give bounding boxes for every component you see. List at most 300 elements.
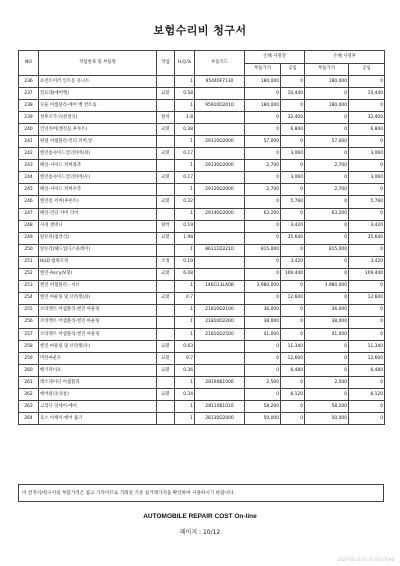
row-before-part-price: 0 xyxy=(245,256,281,268)
table-body xyxy=(19,76,385,425)
row-part-code: 28190B1000 xyxy=(195,377,245,389)
row-part-name: 프런트미러 인트롱 유니트 xyxy=(39,76,157,88)
row-after-part-price: 0 xyxy=(305,292,349,304)
row-part-name: 컴프레(에어백) xyxy=(39,88,157,100)
row-work xyxy=(157,208,175,220)
header-work: 작업 xyxy=(157,51,175,76)
row-part-name: 언더커버(엔진등,후론트) xyxy=(39,124,157,136)
row-before-part-price: 50,000 xyxy=(245,413,281,425)
row-hqty: 1 xyxy=(175,280,195,292)
row-part-name: 미션마운트 xyxy=(39,353,157,365)
header-before-group: 손해 사정전 xyxy=(245,51,305,64)
row-before-part-price: 63,200 xyxy=(245,208,281,220)
row-before-part-price: 0 xyxy=(245,112,281,124)
row-part-name: 엔진 마운팅 및 브라켓(좌) xyxy=(39,292,157,304)
row-before-labor: 0 xyxy=(281,328,305,340)
row-after-labor: 0 xyxy=(349,316,385,328)
row-after-labor: 6,120 xyxy=(349,389,385,401)
table-row xyxy=(19,136,385,148)
row-before-part-price: 0 xyxy=(245,148,281,160)
row-hqty: 0.32 xyxy=(175,196,195,208)
row-hqty: 1.8 xyxy=(175,112,195,124)
document-title: 보험수리비 청구서 xyxy=(153,24,247,37)
row-work xyxy=(157,136,175,148)
row-hqty: 1 xyxy=(175,244,195,256)
table-row xyxy=(19,389,385,401)
row-after-labor: 0 xyxy=(349,328,385,340)
table-row xyxy=(19,268,385,280)
row-before-labor: 3,420 xyxy=(281,220,305,232)
row-after-labor: 109,440 xyxy=(349,268,385,280)
row-part-code xyxy=(195,112,245,124)
row-hqty: 1 xyxy=(175,136,195,148)
row-before-part-price: 36,000 xyxy=(245,304,281,316)
row-after-part-price: 0 xyxy=(305,256,349,268)
row-part-name: 판넬 어셈블리-언더 커버,앞 xyxy=(39,136,157,148)
row-before-part-price: 2,500 xyxy=(245,377,281,389)
row-part-code xyxy=(195,232,245,244)
row-after-labor: 0 xyxy=(349,136,385,148)
row-no: 251 xyxy=(19,256,39,268)
row-part-code: 95440F7130 xyxy=(195,76,245,88)
table-row xyxy=(19,401,385,413)
table-row xyxy=(19,341,385,353)
row-before-part-price: 3,980,000 xyxy=(245,280,281,292)
row-work xyxy=(157,304,175,316)
row-after-part-price: 57,000 xyxy=(305,136,349,148)
row-after-labor: 0 xyxy=(349,377,385,389)
repair-cost-table xyxy=(18,50,385,425)
row-no: 236 xyxy=(19,76,39,88)
table-row xyxy=(19,365,385,377)
row-after-part-price: 815,000 xyxy=(305,244,349,256)
row-after-part-price: 0 xyxy=(305,353,349,365)
row-part-code xyxy=(195,256,245,268)
row-after-part-price: 36,000 xyxy=(305,304,349,316)
row-before-labor: 0 xyxy=(281,377,305,389)
row-no: 260 xyxy=(19,365,39,377)
row-no: 247 xyxy=(19,208,39,220)
row-part-code xyxy=(195,268,245,280)
row-after-part-price: 0 xyxy=(305,124,349,136)
row-after-part-price: 0 xyxy=(305,365,349,377)
row-hqty: 1 xyxy=(175,304,195,316)
row-part-name: 에어클리너(통) xyxy=(39,389,157,401)
row-before-labor: 3,060 xyxy=(281,148,305,160)
row-part-code: 28130D2000 xyxy=(195,413,245,425)
table-row xyxy=(19,196,385,208)
row-part-code xyxy=(195,292,245,304)
header-before-labor: 공임 xyxy=(281,63,305,76)
table-row xyxy=(19,88,385,100)
row-after-part-price: 0 xyxy=(305,172,349,184)
row-after-part-price: 63,200 xyxy=(305,208,349,220)
table-row xyxy=(19,280,385,292)
row-work: 교환 xyxy=(157,365,175,377)
row-no: 257 xyxy=(19,328,39,340)
print-timestamp: 2020-05-14 11:37:04 07190 xyxy=(337,557,394,562)
row-before-labor: 6,840 xyxy=(281,124,305,136)
row-after-part-price: 0 xyxy=(305,88,349,100)
row-before-part-price: 0 xyxy=(245,353,281,365)
row-after-labor: 10,440 xyxy=(349,88,385,100)
row-after-labor: 3,420 xyxy=(349,256,385,268)
header-before-part-price: 부품가격 xyxy=(245,63,281,76)
row-hqty: 1 xyxy=(175,160,195,172)
row-work xyxy=(157,76,175,88)
row-part-code: 29110D2000 xyxy=(195,136,245,148)
row-after-part-price: 2,700 xyxy=(305,160,349,172)
page-number: 페이지 : 10/12 xyxy=(179,529,221,536)
row-no: 238 xyxy=(19,100,39,112)
row-work: 교환 xyxy=(157,292,175,304)
row-after-part-price: 0 xyxy=(305,232,349,244)
row-before-labor: 0 xyxy=(281,316,305,328)
row-before-part-price: 0 xyxy=(245,172,281,184)
row-work xyxy=(157,184,175,196)
table-row xyxy=(19,160,385,172)
row-after-labor: 0 xyxy=(349,401,385,413)
row-no: 262 xyxy=(19,389,39,401)
row-part-name: 모듈 어셈블리-에어 백 컨트롤 xyxy=(39,100,157,112)
row-after-labor: 0 xyxy=(349,413,385,425)
row-after-labor: 12,600 xyxy=(349,292,385,304)
row-no: 255 xyxy=(19,304,39,316)
row-before-labor: 6,480 xyxy=(281,365,305,377)
row-work xyxy=(157,244,175,256)
row-work: 탈착 xyxy=(157,112,175,124)
row-before-labor: 32,400 xyxy=(281,112,305,124)
row-work: 교환 xyxy=(157,389,175,401)
row-before-part-price: 815,000 xyxy=(245,244,281,256)
row-no: 252 xyxy=(19,268,39,280)
row-after-part-price: 2,700 xyxy=(305,184,349,196)
row-work xyxy=(157,377,175,389)
row-part-code xyxy=(195,124,245,136)
row-part-name: 엔진 어셈블리 - 서브 xyxy=(39,280,157,292)
row-before-labor: 0 xyxy=(281,280,305,292)
header-after-labor: 공임 xyxy=(349,63,385,76)
row-part-name: 성후조가구(천정식) xyxy=(39,112,157,124)
row-hqty: 1 xyxy=(175,413,195,425)
row-after-labor: 0 xyxy=(349,76,385,88)
row-hqty: 1.98 xyxy=(175,232,195,244)
row-before-labor: 0 xyxy=(281,401,305,413)
row-part-name: 앞유리(헤드업디스플레이) xyxy=(39,244,157,256)
row-no: 240 xyxy=(19,124,39,136)
row-part-name: 브라켓트 어셈블리-엔진 마운팅 xyxy=(39,304,157,316)
row-part-name: 브라켓트 어셈블리-엔진 마운팅 xyxy=(39,316,157,328)
row-after-labor: 0 xyxy=(349,304,385,316)
row-part-name: HUD 범위조정 xyxy=(39,256,157,268)
row-before-labor: 11,340 xyxy=(281,341,305,353)
row-after-labor: 0 xyxy=(349,244,385,256)
row-after-part-price: 0 xyxy=(305,196,349,208)
row-before-part-price: 0 xyxy=(245,220,281,232)
row-after-part-price: 180,000 xyxy=(305,100,349,112)
row-part-name: 패널-사이드 커버좌측 xyxy=(39,160,157,172)
row-before-labor: 0 xyxy=(281,160,305,172)
row-no: 237 xyxy=(19,88,39,100)
row-no: 249 xyxy=(19,232,39,244)
row-work: 교환 xyxy=(157,268,175,280)
row-work xyxy=(157,100,175,112)
row-before-part-price: 58,200 xyxy=(245,401,281,413)
row-part-code: 21810D2100 xyxy=(195,304,245,316)
row-after-labor: 11,340 xyxy=(349,341,385,353)
row-hqty: 1 xyxy=(175,184,195,196)
row-part-name: 배기파이프 xyxy=(39,365,157,377)
row-before-part-price: 0 xyxy=(245,88,281,100)
row-no: 264 xyxy=(19,413,39,425)
row-no: 259 xyxy=(19,353,39,365)
row-before-labor: 6,120 xyxy=(281,389,305,401)
row-work: 탈착 xyxy=(157,220,175,232)
table-row xyxy=(19,172,385,184)
row-work xyxy=(157,160,175,172)
row-after-labor: 3,060 xyxy=(349,148,385,160)
row-hqty: 0.7 xyxy=(175,353,195,365)
row-work xyxy=(157,401,175,413)
row-before-part-price: 41,000 xyxy=(245,328,281,340)
row-part-code xyxy=(195,148,245,160)
row-before-labor: 0 xyxy=(281,244,305,256)
row-hqty: 0.34 xyxy=(175,389,195,401)
row-after-labor: 6,840 xyxy=(349,124,385,136)
row-before-part-price: 0 xyxy=(245,232,281,244)
row-part-name: 패널-언더 커버 리어 xyxy=(39,208,157,220)
row-after-part-price: 0 xyxy=(305,220,349,232)
row-after-labor: 0 xyxy=(349,184,385,196)
table-row xyxy=(19,208,385,220)
row-part-name: 엔진-Ass'y(V형) xyxy=(39,268,157,280)
table-row xyxy=(19,232,385,244)
table-row xyxy=(19,256,385,268)
row-no: 253 xyxy=(19,280,39,292)
row-work xyxy=(157,280,175,292)
row-after-part-price: 180,000 xyxy=(305,76,349,88)
row-before-part-price: 0 xyxy=(245,196,281,208)
row-part-name: 브라켓트 어셈블리-엔진 마운팅 xyxy=(39,328,157,340)
header-part-code: 부품코드 xyxy=(195,51,245,76)
footer-title: AUTOMOBILE REPAIR COST On-line xyxy=(143,513,257,520)
row-before-part-price: 180,000 xyxy=(245,100,281,112)
table-row xyxy=(19,292,385,304)
row-before-labor: 0 xyxy=(281,76,305,88)
row-before-part-price: 0 xyxy=(245,292,281,304)
row-part-code xyxy=(195,220,245,232)
row-after-labor: 0 xyxy=(349,160,385,172)
row-after-labor: 12,600 xyxy=(349,353,385,365)
row-work xyxy=(157,316,175,328)
row-no: 250 xyxy=(19,244,39,256)
row-hqty: 1 xyxy=(175,76,195,88)
row-after-labor: 32,400 xyxy=(349,112,385,124)
row-part-name: 패널-사이드 커버우측 xyxy=(39,184,157,196)
row-no: 241 xyxy=(19,136,39,148)
row-no: 258 xyxy=(19,341,39,353)
row-after-labor: 35,640 xyxy=(349,232,385,244)
row-work xyxy=(157,328,175,340)
row-work: 교환 xyxy=(157,353,175,365)
row-part-code xyxy=(195,196,245,208)
row-before-labor: 3,060 xyxy=(281,172,305,184)
row-before-part-price: 0 xyxy=(245,365,281,377)
row-before-labor: 0 xyxy=(281,136,305,148)
row-before-part-price: 0 xyxy=(245,341,281,353)
row-before-labor: 10,440 xyxy=(281,88,305,100)
row-before-labor: 109,440 xyxy=(281,268,305,280)
row-before-labor: 0 xyxy=(281,304,305,316)
row-hqty: 0.19 xyxy=(175,220,195,232)
row-no: 263 xyxy=(19,401,39,413)
row-work: 교환 xyxy=(157,232,175,244)
row-work xyxy=(157,413,175,425)
table-row xyxy=(19,304,385,316)
row-before-part-price: 38,000 xyxy=(245,316,281,328)
row-after-part-price: 58,200 xyxy=(305,401,349,413)
row-part-code: 86111D2210 xyxy=(195,244,245,256)
row-work: 교환 xyxy=(157,196,175,208)
row-before-labor: 0 xyxy=(281,413,305,425)
table-row xyxy=(19,184,385,196)
table-row xyxy=(19,124,385,136)
row-after-labor: 0 xyxy=(349,280,385,292)
row-hqty: 0.17 xyxy=(175,172,195,184)
row-part-code xyxy=(195,365,245,377)
row-before-labor: 5,760 xyxy=(281,196,305,208)
price-notice: 이 견적서/청구서의 부품가격은 참고 가격이므로 거래일 기준 실거래가격을 확인하여 사용하시기 바랍니다. xyxy=(18,484,384,502)
table-row xyxy=(19,112,385,124)
table-row xyxy=(19,100,385,112)
row-part-name: 앞유리(접착식) xyxy=(39,232,157,244)
row-part-name: 크리너 앗세이-에어 xyxy=(39,401,157,413)
row-before-labor: 3,420 xyxy=(281,256,305,268)
row-before-labor: 0 xyxy=(281,100,305,112)
header-hqty: H,Q,% xyxy=(175,51,195,76)
row-no: 239 xyxy=(19,112,39,124)
row-part-name: 엔진 마운팅 및 브라켓(우) xyxy=(39,341,157,353)
row-before-labor: 0 xyxy=(281,208,305,220)
row-after-labor: 3,060 xyxy=(349,172,385,184)
row-hqty: 6.08 xyxy=(175,268,195,280)
row-before-labor: 35,640 xyxy=(281,232,305,244)
row-no: 261 xyxy=(19,377,39,389)
row-work: 교환 xyxy=(157,148,175,160)
row-after-part-price: 0 xyxy=(305,341,349,353)
row-hqty: 1 xyxy=(175,377,195,389)
row-no: 245 xyxy=(19,184,39,196)
row-before-labor: 12,600 xyxy=(281,292,305,304)
row-after-part-price: 0 xyxy=(305,268,349,280)
row-before-part-price: 2,700 xyxy=(245,184,281,196)
header-no: NO xyxy=(19,51,39,76)
row-before-labor: 0 xyxy=(281,184,305,196)
row-no: 254 xyxy=(19,292,39,304)
row-after-part-price: 0 xyxy=(305,112,349,124)
row-after-labor: 3,420 xyxy=(349,220,385,232)
row-part-code xyxy=(195,88,245,100)
row-work: 교환 xyxy=(157,172,175,184)
table-row xyxy=(19,377,385,389)
row-hqty: 1 xyxy=(175,100,195,112)
row-no: 256 xyxy=(19,316,39,328)
row-work: 교환 xyxy=(157,88,175,100)
row-before-part-price: 57,000 xyxy=(245,136,281,148)
row-before-part-price: 0 xyxy=(245,268,281,280)
row-part-name: 엔진룸사이드언더커버(우) xyxy=(39,172,157,184)
row-after-part-price: 0 xyxy=(305,389,349,401)
table-row xyxy=(19,148,385,160)
row-no: 246 xyxy=(19,196,39,208)
row-work: 교환 xyxy=(157,341,175,353)
table-row xyxy=(19,76,385,88)
row-after-part-price: 50,000 xyxy=(305,413,349,425)
header-after-group: 손해 사정후 xyxy=(305,51,385,64)
row-no: 248 xyxy=(19,220,39,232)
row-part-code: 29140D2000 xyxy=(195,208,245,220)
row-hqty: 0.17 xyxy=(175,148,195,160)
table-row xyxy=(19,316,385,328)
row-hqty: 1 xyxy=(175,208,195,220)
row-before-part-price: 0 xyxy=(245,124,281,136)
row-part-code: 21810D2500 xyxy=(195,328,245,340)
row-part-name: 엔진룸 커버(후론트) xyxy=(39,196,157,208)
row-before-part-price: 0 xyxy=(245,389,281,401)
row-after-part-price: 0 xyxy=(305,148,349,160)
row-no: 243 xyxy=(19,160,39,172)
row-part-name: 엔진룸사이드언더커버(좌) xyxy=(39,148,157,160)
table-row xyxy=(19,328,385,340)
table-row xyxy=(19,413,385,425)
row-hqty: 1 xyxy=(175,328,195,340)
row-part-code: 95910D2010 xyxy=(195,100,245,112)
row-part-name: 호스 어세이-에어 흡기 xyxy=(39,413,157,425)
row-part-name: 레조네이터 어셈블리 xyxy=(39,377,157,389)
row-no: 244 xyxy=(19,172,39,184)
table-row xyxy=(19,244,385,256)
row-no: 242 xyxy=(19,148,39,160)
row-after-labor: 0 xyxy=(349,208,385,220)
row-part-code: 21810D2200 xyxy=(195,316,245,328)
header-after-part-price: 부품가격 xyxy=(305,63,349,76)
row-part-name: 사경 센테니 xyxy=(39,220,157,232)
row-hqty: 0.63 xyxy=(175,341,195,353)
row-after-part-price: 38,000 xyxy=(305,316,349,328)
row-after-part-price: 41,000 xyxy=(305,328,349,340)
row-after-part-price: 3,980,000 xyxy=(305,280,349,292)
row-hqty: 0.7 xyxy=(175,292,195,304)
row-hqty: 0.38 xyxy=(175,124,195,136)
row-work: 조정 xyxy=(157,256,175,268)
row-hqty: 0.19 xyxy=(175,256,195,268)
row-after-labor: 5,760 xyxy=(349,196,385,208)
row-part-code: 28110B1010 xyxy=(195,401,245,413)
header-part-name: 작업항목 및 부품명 xyxy=(39,51,157,76)
row-before-labor: 12,600 xyxy=(281,353,305,365)
row-work: 교환 xyxy=(157,124,175,136)
row-part-code xyxy=(195,172,245,184)
row-part-code: 146G13LA0B xyxy=(195,280,245,292)
row-hqty: 0.58 xyxy=(175,88,195,100)
row-part-code: 29130D2000 xyxy=(195,160,245,172)
row-hqty: 0.36 xyxy=(175,365,195,377)
row-before-part-price: 2,700 xyxy=(245,160,281,172)
table-row xyxy=(19,353,385,365)
row-hqty: 1 xyxy=(175,401,195,413)
row-part-code xyxy=(195,341,245,353)
table-row xyxy=(19,220,385,232)
